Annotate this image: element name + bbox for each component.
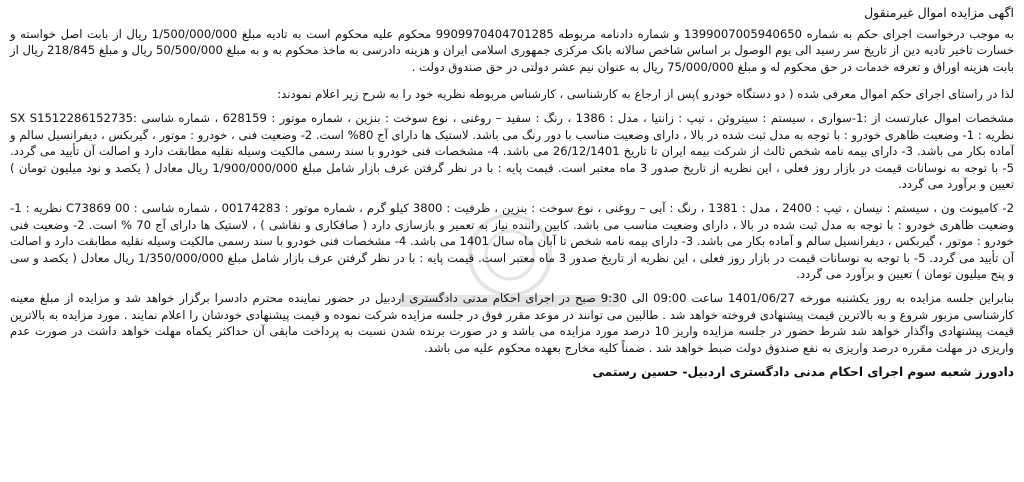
lead-paragraph: لذا در راستای اجرای حکم اموال معرفی شده ( دو دستگاه خودرو )پس از ارجاع به کارشناسی ، کارشناس مربوطه نظریه خود را به شرح زیر اعلام نمودند: — [277, 87, 1014, 102]
auction-paragraph: بنابراین جلسه مزایده به روز یکشنبه مورخه 1401/06/27 ساعت 09:00 الی 9:30 صبح در اجرای احکام مدنی دادگستری اردبیل در حضور نماینده محترم دادسرا برگزار خواهد شد و مزایده از مبلغ معینه کارشناسی مزبور شروع و به بالاترین قیمت پیشنهادی فروخته خواهد شد . طالبین می توانند در موعد مقرر فوق در جلسه مزایده شرکت نموده و قیمت پیشنهادی خودشان را اعلام نمایند . مورد مزایده به بالاترین قیمت پیشنهادی واگذار خواهد شد شرط حضور در جلسه مزایده واریز 10 درصد مورد مزایده می باشد و در صورت برنده شدن نسبت به پرداخت مابقی آن حداکثر یکماه مهلت خواهد داشت در صورت عدم واریزی در مهلت مقرره درصد واریزی به نفع صندوق دولت ضبط خواهد شد . ضمناً کلیه مخارج بعهده محکوم علیه می باشد. — [10, 290, 1015, 355]
item-1-paragraph: مشخصات اموال عبارتست از :1-سواری ، سیستم : سیتروئن ، تیپ : زانتیا ، مدل : 1386 ، رنگ : سفید – روغنی ، نوع سوخت : بنزین ، شماره موتور : 628159 ، شماره شاسی :SX S1512286152735 نظریه : 1- وضعیت ظاهری خودرو : با توجه به مدل ثبت شده در بالا ، دارای وضعیت مناسب با دور رنگ می باشد. لاستیک ها دارای آج 80% است. 2- وضعیت فنی ، خودرو : موتور ، گیربکس ، دیفرانسیل سالم و آماده بکار می باشد. 3- دارای بیمه نامه شخص ثالث از شرکت بیمه ایران تا تاریخ 26/12/1401 می باشد. 4- مشخصات فنی خودرو با سند رسمی مالکیت وسیله نقلیه مطابقت دارد و اصالت آن تأیید می گردد. 5- با توجه به نوسانات قیمت در بازار روز فعلی ، این نظریه از تاریخ صدور 3 ماه معتبر است. قیمت پایه : با در نظر گرفتن عرف بازار شامل مبلغ 1/900/000/000 ریال معادل ( یکصد و نود میلیون تومان ) تعیین و برآورد می گردد. — [10, 110, 1015, 192]
signature: دادورز شعبه سوم اجرای احکام مدنی دادگستری اردبیل- حسین رستمی — [592, 365, 1014, 380]
intro-paragraph: به موجب درخواست اجرای حکم به شماره 1399007005940650 و شماره دادنامه مربوطه 9909970404701285 محکوم علیه محکوم است به تادیه مبلغ 1/500/000/000 ریال از بابت اصل خواسته و خسارت تاخیر تادیه دین از تاریخ سر رسید الی یوم الوصول بر اساس شاخص سالانه بانک مرکزی جمهوری اسلامی ایران و هزینه دادرسی به ماخذ محکوم به و به مبلغ 50/500/000 ریال و مبلغ 218/845 ریال از بابت هزینه اوراق و تعرفه خدمات در حق محکوم له و مبلغ 75/000/000 ریال به عنوان نیم عشر دولتی در حق صندوق دولت . — [10, 26, 1014, 74]
item-2-paragraph: 2- کامیونت ون ، سیستم : نیسان ، تیپ : 2400 ، مدل : 1381 ، رنگ : آبی – روغنی ، نوع سوخت : بنزین ، ظرفیت : 3800 کیلو گرم ، شماره موتور : 00174283 ، شماره شاسی : 00 C73869 نظریه : 1- وضعیت ظاهری خودرو : با توجه به مدل ثبت شده در بالا ، دارای وضعیت مناسب می باشد. کابین راننده نیاز به تعمیر و بازسازی دارد ( صافکاری و نقاشی ) ، لاستیک ها دارای آج 70 % است. 2- وضعیت فنی خودرو : موتور ، گیربکس ، دیفرانسیل سالم و آماده بکار می باشد. 3- دارای بیمه نامه شخص تا آبان ماه سال 1401 می باشد. 4- مشخصات فنی خودرو با سند رسمی مالکیت وسیله نقلیه مطابقت دارد و اصالت آن تأیید می گردد. 5- با توجه به نوسانات قیمت در بازار روز فعلی ، این نظریه از تاریخ صدور 3 ماه معتبر است. قیمت پایه : با در نظر گرفتن عرف بازار شامل مبلغ 1/350/000/000 ریال معادل ( یکصد و سی و پنج میلیون تومان ) تعیین و برآورد می گردد. — [10, 200, 1014, 282]
notice-title: اگهی مزایده اموال غیرمنقول — [864, 5, 1014, 20]
